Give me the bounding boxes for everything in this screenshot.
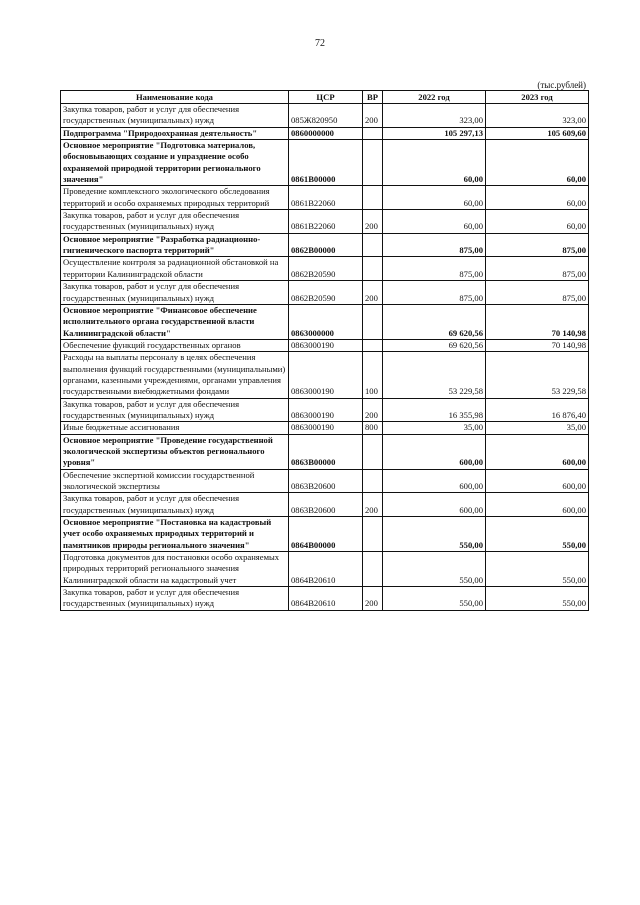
cell-2023: 875,00 [486, 281, 589, 305]
header-vr: ВР [363, 91, 383, 104]
header-code: ЦСР [289, 91, 363, 104]
cell-vr: 800 [363, 422, 383, 434]
cell-2023: 875,00 [486, 233, 589, 257]
cell-code: 0864B20610 [289, 587, 363, 611]
cell-name: Обеспечение функций государственных органов [61, 339, 289, 351]
cell-2023: 875,00 [486, 257, 589, 281]
cell-vr [363, 469, 383, 493]
cell-code: 0864B00000 [289, 517, 363, 552]
cell-vr [363, 552, 383, 587]
cell-2023: 70 140,98 [486, 304, 589, 339]
cell-2022: 60,00 [383, 210, 486, 234]
cell-code: 0862B20590 [289, 257, 363, 281]
cell-vr [363, 233, 383, 257]
table-row [61, 398, 589, 422]
cell-name: Закупка товаров, работ и услуг для обеспечения государственных (муниципальных) нужд [61, 210, 289, 234]
cell-name: Основное мероприятие "Проведение государственной экологической экспертизы объектов регионального уровня" [61, 434, 289, 469]
table-row [61, 552, 589, 587]
cell-vr [363, 517, 383, 552]
cell-2023: 323,00 [486, 104, 589, 128]
table-row [61, 304, 589, 339]
cell-code: 0863000190 [289, 352, 363, 398]
cell-vr [363, 339, 383, 351]
cell-name: Основное мероприятие "Финансовое обеспечение исполнительного органа государственной власти Калининградской области" [61, 304, 289, 339]
table-row [61, 210, 589, 234]
cell-code: 0861B00000 [289, 140, 363, 186]
cell-2022: 53 229,58 [383, 352, 486, 398]
cell-code: 0861B22060 [289, 186, 363, 210]
cell-code: 0863000190 [289, 339, 363, 351]
table-row [61, 517, 589, 552]
cell-2022: 16 355,98 [383, 398, 486, 422]
cell-2022: 550,00 [383, 517, 486, 552]
cell-2022: 323,00 [383, 104, 486, 128]
page-number: 72 [315, 38, 325, 49]
table-header-row [61, 91, 589, 104]
table-row [61, 493, 589, 517]
cell-vr [363, 186, 383, 210]
cell-vr: 200 [363, 587, 383, 611]
cell-name: Обеспечение экспертной комиссии государственной экологической экспертизы [61, 469, 289, 493]
cell-name: Расходы на выплаты персоналу в целях обеспечения выполнения функций государственными (муниципальными) органами, казенными учреждениями, органами управления государственными внебюджетными фондами [61, 352, 289, 398]
table-row [61, 469, 589, 493]
cell-name: Осуществление контроля за радиационной обстановкой на территории Калининградской области [61, 257, 289, 281]
cell-vr: 200 [363, 398, 383, 422]
table-row [61, 352, 589, 398]
header-name: Наименование кода [61, 91, 289, 104]
cell-2023: 16 876,40 [486, 398, 589, 422]
cell-2023: 105 609,60 [486, 127, 589, 139]
cell-name: Проведение комплексного экологического обследования территорий и особо охраняемых природных территорий [61, 186, 289, 210]
cell-vr [363, 304, 383, 339]
cell-2023: 60,00 [486, 186, 589, 210]
cell-2022: 600,00 [383, 493, 486, 517]
table-row [61, 104, 589, 128]
cell-2022: 105 297,13 [383, 127, 486, 139]
table-row [61, 587, 589, 611]
cell-code: 0862B00000 [289, 233, 363, 257]
cell-code: 0863B20600 [289, 469, 363, 493]
cell-2022: 550,00 [383, 552, 486, 587]
cell-name: Закупка товаров, работ и услуг для обеспечения государственных (муниципальных) нужд [61, 493, 289, 517]
header-2023: 2023 год [486, 91, 589, 104]
header-2022: 2022 год [383, 91, 486, 104]
cell-2023: 600,00 [486, 493, 589, 517]
cell-2023: 550,00 [486, 552, 589, 587]
cell-2022: 60,00 [383, 140, 486, 186]
units-label: (тыс.рублей) [537, 80, 586, 90]
cell-vr: 200 [363, 210, 383, 234]
cell-vr [363, 434, 383, 469]
cell-2022: 35,00 [383, 422, 486, 434]
cell-2022: 600,00 [383, 434, 486, 469]
cell-2023: 60,00 [486, 140, 589, 186]
cell-vr: 200 [363, 104, 383, 128]
table-row [61, 233, 589, 257]
cell-name: Основное мероприятие "Постановка на кадастровый учет особо охраняемых природных территорий и памятников природы регионального значения" [61, 517, 289, 552]
cell-vr [363, 257, 383, 281]
cell-vr: 200 [363, 281, 383, 305]
cell-2023: 53 229,58 [486, 352, 589, 398]
table-row [61, 127, 589, 139]
cell-vr: 200 [363, 493, 383, 517]
table-row [61, 339, 589, 351]
cell-2022: 69 620,56 [383, 339, 486, 351]
cell-code: 0860000000 [289, 127, 363, 139]
budget-table [60, 90, 589, 611]
cell-name: Основное мероприятие "Разработка радиационно-гигиенического паспорта территорий" [61, 233, 289, 257]
cell-name: Закупка товаров, работ и услуг для обеспечения государственных (муниципальных) нужд [61, 104, 289, 128]
cell-name: Подпрограмма "Природоохранная деятельность" [61, 127, 289, 139]
cell-name: Закупка товаров, работ и услуг для обеспечения государственных (муниципальных) нужд [61, 587, 289, 611]
cell-code: 0863000190 [289, 398, 363, 422]
table-row [61, 140, 589, 186]
cell-2022: 60,00 [383, 186, 486, 210]
cell-code: 0863000000 [289, 304, 363, 339]
table-row [61, 281, 589, 305]
cell-code: 0864B20610 [289, 552, 363, 587]
cell-vr [363, 140, 383, 186]
cell-2023: 35,00 [486, 422, 589, 434]
cell-2023: 60,00 [486, 210, 589, 234]
cell-2022: 550,00 [383, 587, 486, 611]
cell-code: 0861B22060 [289, 210, 363, 234]
cell-vr: 100 [363, 352, 383, 398]
cell-name: Иные бюджетные ассигнования [61, 422, 289, 434]
cell-2022: 875,00 [383, 257, 486, 281]
cell-name: Закупка товаров, работ и услуг для обеспечения государственных (муниципальных) нужд [61, 398, 289, 422]
cell-2023: 550,00 [486, 587, 589, 611]
cell-2023: 600,00 [486, 469, 589, 493]
cell-code: 0863B20600 [289, 493, 363, 517]
cell-2023: 550,00 [486, 517, 589, 552]
table-row [61, 422, 589, 434]
cell-code: 0862B20590 [289, 281, 363, 305]
cell-2022: 875,00 [383, 233, 486, 257]
cell-2023: 600,00 [486, 434, 589, 469]
cell-code: 0863B00000 [289, 434, 363, 469]
table-row [61, 434, 589, 469]
cell-vr [363, 127, 383, 139]
cell-2022: 600,00 [383, 469, 486, 493]
cell-name: Закупка товаров, работ и услуг для обеспечения государственных (муниципальных) нужд [61, 281, 289, 305]
cell-2022: 875,00 [383, 281, 486, 305]
cell-2023: 70 140,98 [486, 339, 589, 351]
table-row [61, 257, 589, 281]
cell-name: Основное мероприятие "Подготовка материалов, обосновывающих создание и упразднение особо охраняемой природной территории регионального значения" [61, 140, 289, 186]
cell-2022: 69 620,56 [383, 304, 486, 339]
cell-code: 085Ж820950 [289, 104, 363, 128]
cell-name: Подготовка документов для постановки особо охраняемых природных территорий регионального значения Калининградской области на кадастровый учет [61, 552, 289, 587]
cell-code: 0863000190 [289, 422, 363, 434]
table-row [61, 186, 589, 210]
